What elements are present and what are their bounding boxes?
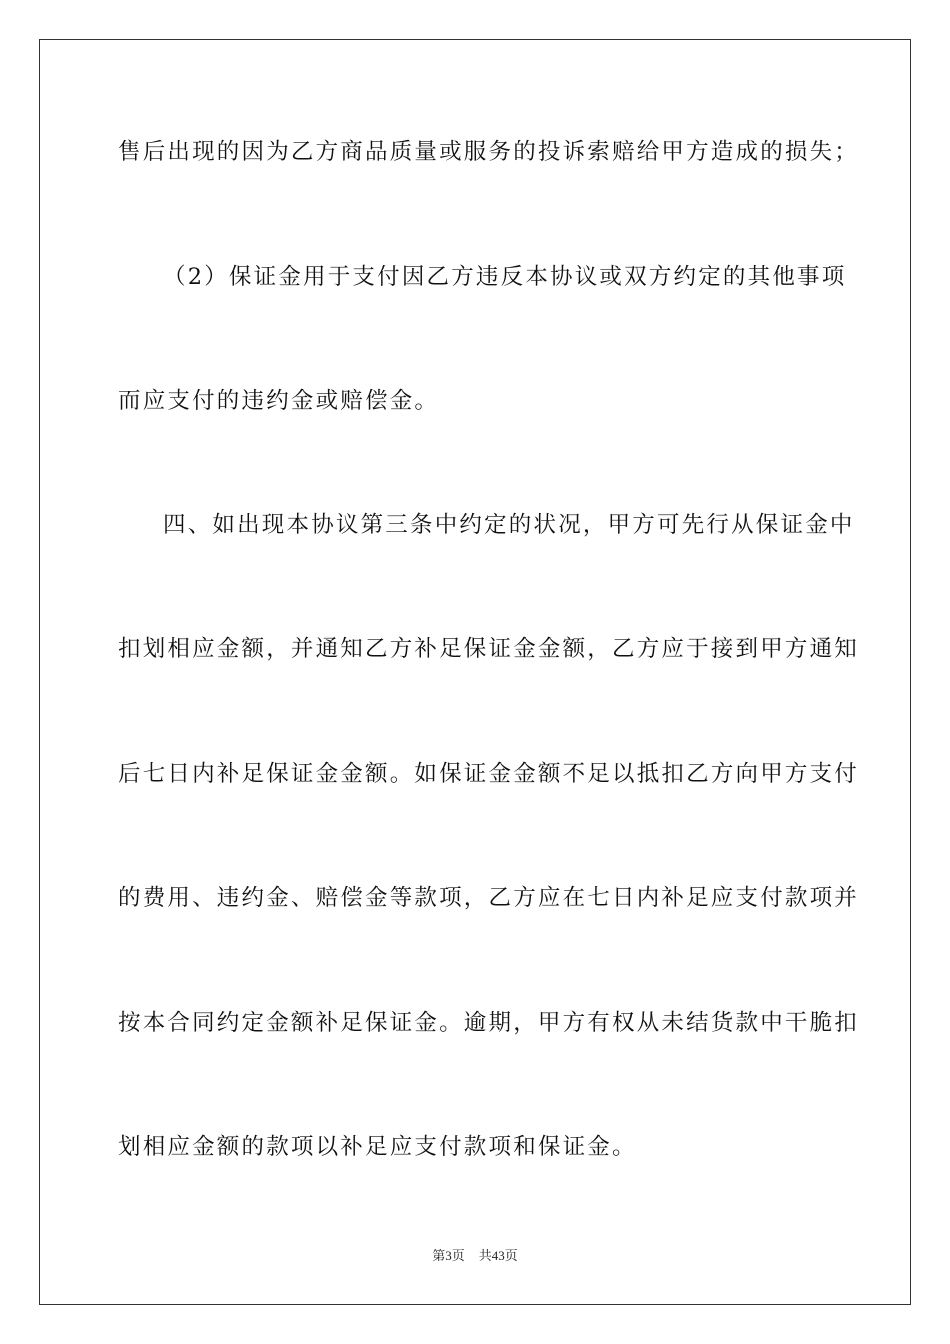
text-line-6: 后七日内补足保证金金额。如保证金金额不足以抵扣乙方向甲方支付: [118, 761, 860, 787]
text-line-7: 的费用、违约金、赔偿金等款项，乙方应在七日内补足应支付款项并: [118, 885, 860, 911]
page-footer: [0, 1248, 950, 1264]
text-line-8: 按本合同约定金额补足保证金。逾期，甲方有权从未结货款中干脆扣: [118, 1010, 860, 1036]
total-pages: 共43页: [478, 1248, 518, 1263]
text-line-5: 扣划相应金额，并通知乙方补足保证金金额，乙方应于接到甲方通知: [118, 636, 860, 662]
text-line-4: 四、如出现本协议第三条中约定的状况，甲方可先行从保证金中: [163, 512, 855, 538]
text-line-3: 而应支付的违约金或赔偿金。: [118, 388, 440, 414]
text-line-9: 划相应金额的款项以补足应支付款项和保证金。: [118, 1134, 637, 1160]
text-line-1: 售后出现的因为乙方商品质量或服务的投诉索赔给甲方造成的损失；: [118, 139, 860, 165]
page-border: [39, 39, 911, 1305]
text-line-2: （2）保证金用于支付因乙方违反本协议或双方约定的其他事项: [163, 264, 847, 290]
page-number: 第3页: [432, 1248, 465, 1263]
